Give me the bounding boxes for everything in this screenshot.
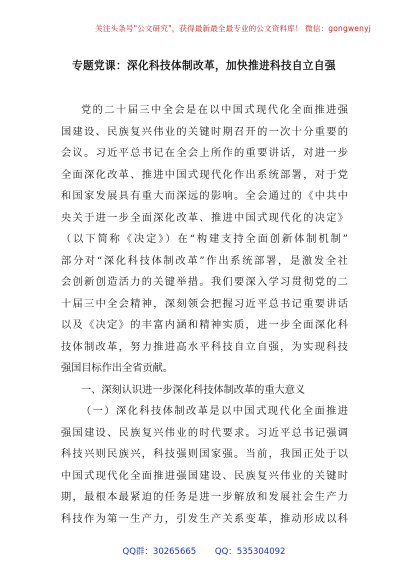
body-line: 强国建设、民族复兴伟业的时代要求。习近平总书记强调 bbox=[61, 427, 348, 439]
body-line: 技体制改革，努力推进高水平科技自立自强，为实现科技 bbox=[61, 341, 348, 353]
document-title: 专题党课：深化科技体制改革，加快推进科技自立自强 bbox=[72, 60, 336, 72]
body-line: 全面深化改革、推进中国式现代化作出系统部署，对于党 bbox=[61, 169, 348, 181]
body-line: 党的二十届三中全会是在以中国式现代化全面推进强 bbox=[81, 105, 348, 116]
footer-contact bbox=[0, 545, 408, 557]
section-heading: 一、深刻认识进一步深化科技体制改革的重大意义 bbox=[81, 384, 306, 396]
document-body bbox=[61, 100, 348, 530]
body-line: 期，最根本最紧迫的任务是进一步解放和发展社会生产力 bbox=[61, 492, 348, 503]
body-line: 以及《决定》的丰富内涵和精神实质，进一步全面深化科 bbox=[61, 320, 348, 331]
body-line: 科技兴则民族兴，科技强则国家强。当前，我国正处于以 bbox=[61, 449, 348, 460]
body-line: 央关于进一步全面深化改革、推进中国式现代化的决定》 bbox=[61, 212, 348, 224]
body-line: 会议。习近平总书记在全会上所作的重要讲话，对进一步 bbox=[61, 148, 348, 159]
body-line: 强国目标作出全省贡献。 bbox=[61, 363, 174, 374]
footer-qq-group: QQ群：30265665 bbox=[122, 547, 197, 557]
body-line: （以下简称《决定》）在“构建支持全面创新体制机制” bbox=[61, 234, 348, 245]
body-line: （一）深化科技体制改革是以中国式现代化全面推进 bbox=[81, 406, 348, 417]
body-line: 和国家发展具有重大而深远的影响。全会通过的《中共中 bbox=[61, 191, 348, 202]
body-line: 国建设、民族复兴伟业的关键时期召开的一次十分重要的 bbox=[61, 126, 348, 138]
header-watermark-banner: 关注头条号"公文研究"，获得最新最全最专业的公文资料库！ 微信：gongwenyj bbox=[95, 24, 371, 33]
footer-qq-number: QQ：535304092 bbox=[214, 547, 286, 557]
body-line: 部分对“深化科技体制改革”作出系统部署，是激发全社 bbox=[61, 255, 348, 267]
body-line: 中国式现代化全面推进强国建设、民族复兴伟业的关键时 bbox=[61, 470, 348, 482]
body-line: 科技作为第一生产力，引发生产关系变革，推动形成以科 bbox=[61, 513, 348, 525]
body-line: 会创新创造活力的关键举措。我们要深入学习贯彻党的二 bbox=[61, 277, 348, 288]
body-line: 十届三中全会精神，深刻领会把握习近平总书记重要讲话 bbox=[61, 298, 348, 310]
